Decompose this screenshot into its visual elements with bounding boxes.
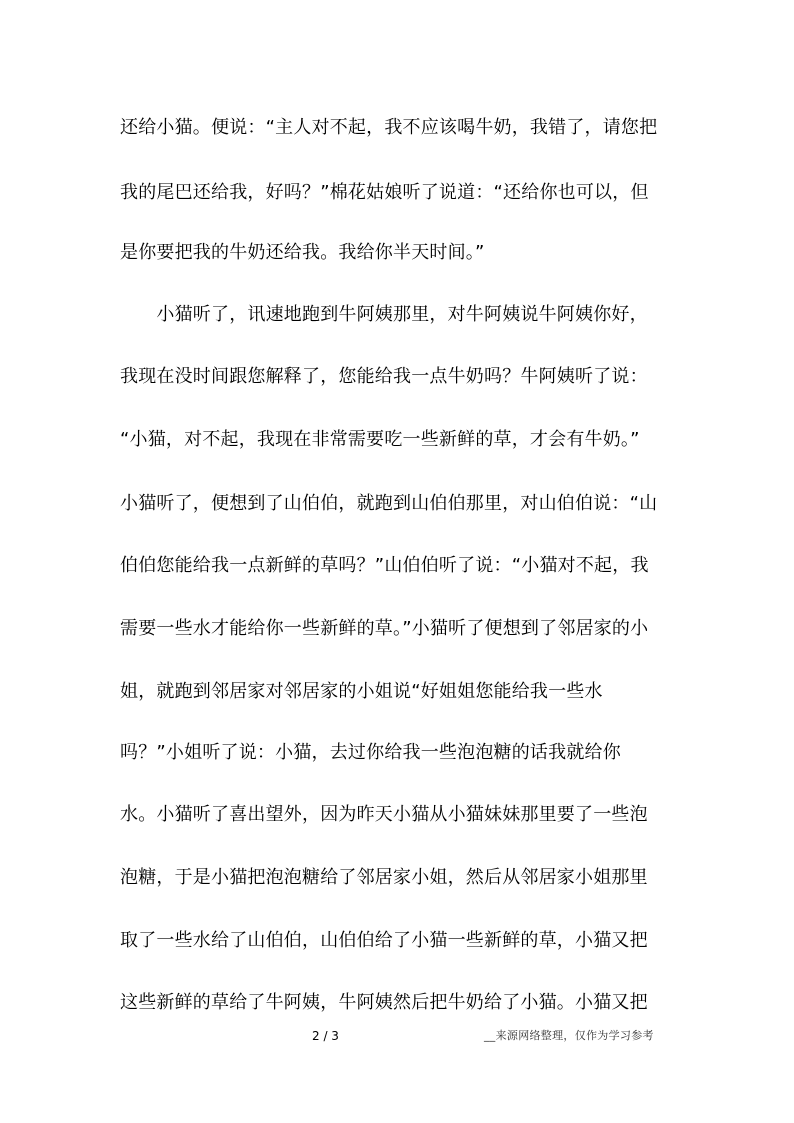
text-line-12: 水。小猫听了喜出望外，因为昨天小猫从小猫妹妹那里要了一些泡	[120, 804, 648, 825]
text-line-13: 泡糖，于是小猫把泡泡糖给了邻居家小姐，然后从邻居家小姐那里	[120, 867, 648, 888]
text-line-6: “小猫，对不起，我现在非常需要吃一些新鲜的草，才会有牛奶。”	[120, 429, 640, 450]
text-line-3: 是你要把我的牛奶还给我。我给你半天时间。”	[120, 242, 485, 263]
text-line-1: 还给小猫。便说：“主人对不起，我不应该喝牛奶，我错了，请您把	[120, 117, 658, 138]
footer-source-note: __来源网络整理，仅作为学习参考	[484, 1029, 654, 1042]
text-line-7: 小猫听了，便想到了山伯伯，就跑到山伯伯那里，对山伯伯说：“山	[120, 493, 658, 514]
text-line-4: 小猫听了，讯速地跑到牛阿姨那里，对牛阿姨说牛阿姨你好，	[120, 304, 648, 325]
text-line-9: 需要一些水才能给你一些新鲜的草。”小猫听了便想到了邻居家的小	[120, 618, 649, 639]
text-line-10: 姐，就跑到邻居家对邻居家的小姐说“好姐姐您能给我一些水	[120, 681, 603, 702]
text-line-14: 取了一些水给了山伯伯，山伯伯给了小猫一些新鲜的草，小猫又把	[120, 930, 648, 951]
text-line-2: 我的尾巴还给我，好吗？”棉花姑娘听了说道：“还给你也可以，但	[120, 182, 649, 203]
page-number: 2 / 3	[312, 1029, 339, 1043]
text-line-5: 我现在没时间跟您解释了，您能给我一点牛奶吗？牛阿姨听了说：	[120, 366, 648, 387]
text-line-15: 这些新鲜的草给了牛阿姨，牛阿姨然后把牛奶给了小猫。小猫又把	[120, 992, 648, 1013]
text-line-11: 吗？”小姐听了说：小猫，去过你给我一些泡泡糖的话我就给你	[120, 742, 621, 763]
text-line-8: 伯伯您能给我一点新鲜的草吗？”山伯伯听了说：“小猫对不起，我	[120, 555, 649, 576]
